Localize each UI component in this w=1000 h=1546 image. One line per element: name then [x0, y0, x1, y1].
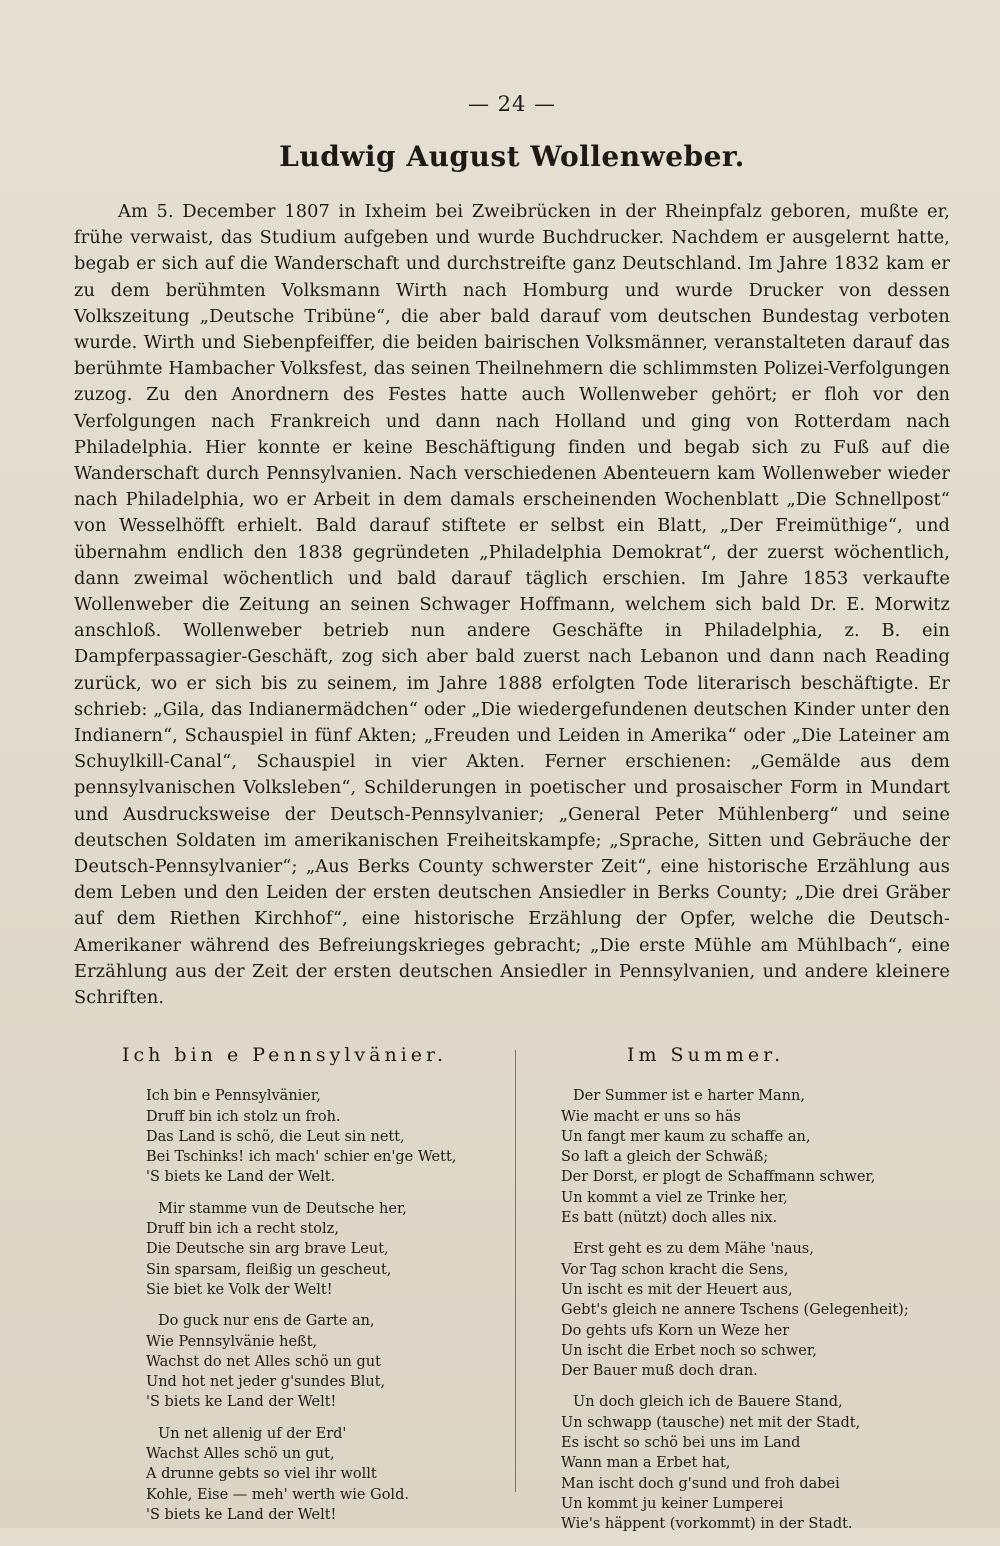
stanza [74, 1424, 481, 1525]
poem-right [543, 1044, 950, 1545]
poem-left [74, 1044, 481, 1545]
column-divider [515, 1050, 516, 1492]
poem-line: Bei Tschinks! ich mach' schier en'ge Wett, [146, 1149, 457, 1166]
stanza [543, 1239, 950, 1381]
poem-line: Wie Pennsylvänie heßt, [146, 1333, 318, 1350]
poem-line: Erst geht es zu dem Mähe 'naus, [573, 1241, 814, 1258]
poem-line: Un kommt ju keiner Lumperei [561, 1495, 784, 1512]
poem-line: Man ischt doch g'sund und froh dabei [561, 1475, 840, 1492]
poem-line: Mir stamme vun de Deutsche her, [158, 1200, 407, 1217]
poem-line: 'S biets ke Land der Welt! [146, 1394, 337, 1411]
poem-title: Im Summer. [627, 1044, 785, 1067]
poems-section [74, 1044, 950, 1545]
poem-line: Do guck nur ens de Garte an, [158, 1313, 375, 1330]
poem-line: Un ischt die Erbet noch so schwer, [561, 1342, 817, 1359]
poem-line: Der Summer ist e harter Mann, [573, 1088, 805, 1105]
poem-line: Do gehts ufs Korn un Weze her [561, 1322, 790, 1339]
poem-line: Vor Tag schon kracht die Sens, [561, 1261, 789, 1278]
poem-line: Sie biet ke Volk der Welt! [146, 1281, 333, 1298]
poem-line: Wachst do net Alles schö un gut [146, 1353, 381, 1370]
poem-line: Wie macht er uns so häs [561, 1108, 741, 1125]
poem-line: Wie's häppent (vorkommt) in der Stadt. [561, 1516, 853, 1533]
page-number: — 24 — [467, 92, 557, 116]
stanza [74, 1199, 481, 1300]
poem-line: Un doch gleich ich de Bauere Stand, [573, 1394, 843, 1411]
poem-line: So laft a gleich der Schwäß; [561, 1149, 769, 1166]
stanza [74, 1311, 481, 1412]
poem-line: Kohle, Eise — meh' werth wie Gold. [146, 1486, 409, 1503]
poem-line: Der Dorst, er plogt de Schaffmann schwer, [561, 1169, 876, 1186]
poem-line: Ich bin e Pennsylvänier, [146, 1088, 321, 1105]
poem-line: A drunne gebts so viel ihr wollt [146, 1466, 377, 1483]
poem-line: Druff bin ich a recht stolz, [146, 1221, 339, 1238]
poem-line: Un ischt es mit der Heuert aus, [561, 1281, 793, 1298]
poem-line: Es batt (nützt) doch alles nix. [561, 1210, 778, 1227]
stanza [74, 1086, 481, 1187]
poem-line: Wann man a Erbet hat, [561, 1455, 731, 1472]
poem-line: Un fangt mer kaum zu schaffe an, [561, 1128, 811, 1145]
poem-line: Die Deutsche sin arg brave Leut, [146, 1241, 389, 1258]
article-title: Ludwig August Wollenweber. [279, 140, 745, 173]
poem-line: Und hot net jeder g'sundes Blut, [146, 1374, 386, 1391]
poem-line: Das Land is schö, die Leut sin nett, [146, 1128, 405, 1145]
poem-title: Ich bin e Pennsylvänier. [122, 1044, 448, 1067]
stanza [543, 1392, 950, 1534]
poem-line: Gebt's gleich ne annere Tschens (Gelegenheit); [561, 1302, 909, 1319]
poem-line: Der Bauer muß doch dran. [561, 1363, 758, 1380]
poem-line: Es ischt so schö bei uns im Land [561, 1435, 801, 1452]
poem-line: Un schwapp (tausche) net mit der Stadt, [561, 1414, 861, 1431]
poem-line: Druff bin ich stolz un froh. [146, 1108, 341, 1125]
poem-line: Un net allenig uf der Erd' [158, 1425, 347, 1442]
poem-line: 'S biets ke Land der Welt! [146, 1506, 337, 1523]
poem-line: Wachst Alles schö un gut, [146, 1446, 335, 1463]
poem-line: Un kommt a viel ze Trinke her, [561, 1189, 788, 1206]
poem-line: Sin sparsam, fleißig un gescheut, [146, 1261, 392, 1278]
biography-paragraph: Am 5. December 1807 in Ixheim bei Zweibrücken in der Rheinpfalz geboren, mußte er, frühe verwaist, das Studium aufgeben und wurde Buchdrucker. Nachdem er ausgelernt hatte, begab er sich auf die Wanderschaft und durchstreifte ganz Deutschland. Im Jahre 1832 kam er zu dem berühmten Volksmann Wirth nach Homburg und wurde Drucker von dessen Volkszeitung „Deutsche Tribüne“, die aber bald darauf vom deutschen Bundestag verboten wurde. Wirth und Siebenpfeiffer, die beiden bairischen Volksmänner, veranstalteten darauf das berühmte Hambacher Volksfest, das seinen Theilnehmern die schlimmsten Polizei-Verfolgungen zuzog. Zu den Anordnern des Festes hatte auch Wollenweber gehört; er floh vor den Verfolgungen nach Frankreich und dann nach Holland und ging von Rotterdam nach Philadelphia. Hier konnte er keine Beschäftigung finden und begab sich zu Fuß auf die Wanderschaft durch Pennsylvanien. Nach verschiedenen Abenteuern kam Wollenweber wieder nach Philadelphia, wo er Arbeit in dem damals erscheinenden Wochenblatt „Die Schnellpost“ von Wesselhöfft erhielt. Bald darauf stiftete er selbst ein Blatt, „Der Freimüthige“, und übernahm endlich den 1838 gegründeten „Philadelphia Demokrat“, der zuerst wöchentlich, dann zweimal wöchentlich und bald darauf täglich erschien. Im Jahre 1853 verkaufte Wollenweber die Zeitung an seinen Schwager Hoffmann, welchem sich bald Dr. E. Morwitz anschloß. Wollenweber betrieb nun andere Geschäfte in Philadelphia, z. B. ein Dampferpassagier-Geschäft, zog sich aber bald zuerst nach Lebanon und dann nach Reading zurück, wo er sich bis zu seinem, im Jahre 1888 erfolgten Tode literarisch beschäftigte. Er schrieb: „Gila, das Indianermädchen“ oder „Die wiedergefundenen deutschen Kinder unter den Indianern“, Schauspiel in fünf Akten; „Freuden und Leiden in Amerika“ oder „Die Lateiner am Schuylkill-Canal“, Schauspiel in vier Akten. Ferner erschienen: „Gemälde aus dem pennsylvanischen Volksleben“, Schilderungen in poetischer und prosaischer Form in Mundart und Ausdrucksweise der Deutsch-Pennsylvanier; „General Peter Mühlenberg“ und seine deutschen Soldaten im amerikanischen Freiheitskampfe; „Sprache, Sitten und Gebräuche der Deutsch-Pennsylvanier“; „Aus Berks County schwerster Zeit“, eine historische Erzählung aus dem Leben und den Leiden der ersten deutschen Ansiedler in Berks County; „Die drei Gräber auf dem Riethen Kirchhof“, eine historische Erzählung der Opfer, welche die Deutsch-Amerikaner während des Befreiungskrieges gebracht; „Die erste Mühle am Mühlbach“, eine Erzählung aus der Zeit der ersten deutschen Ansiedler in Pennsylvanien, und andere kleinere Schriften. [74, 201, 950, 1009]
poem-line: 'S biets ke Land der Welt. [146, 1169, 336, 1186]
stanza [543, 1086, 950, 1228]
